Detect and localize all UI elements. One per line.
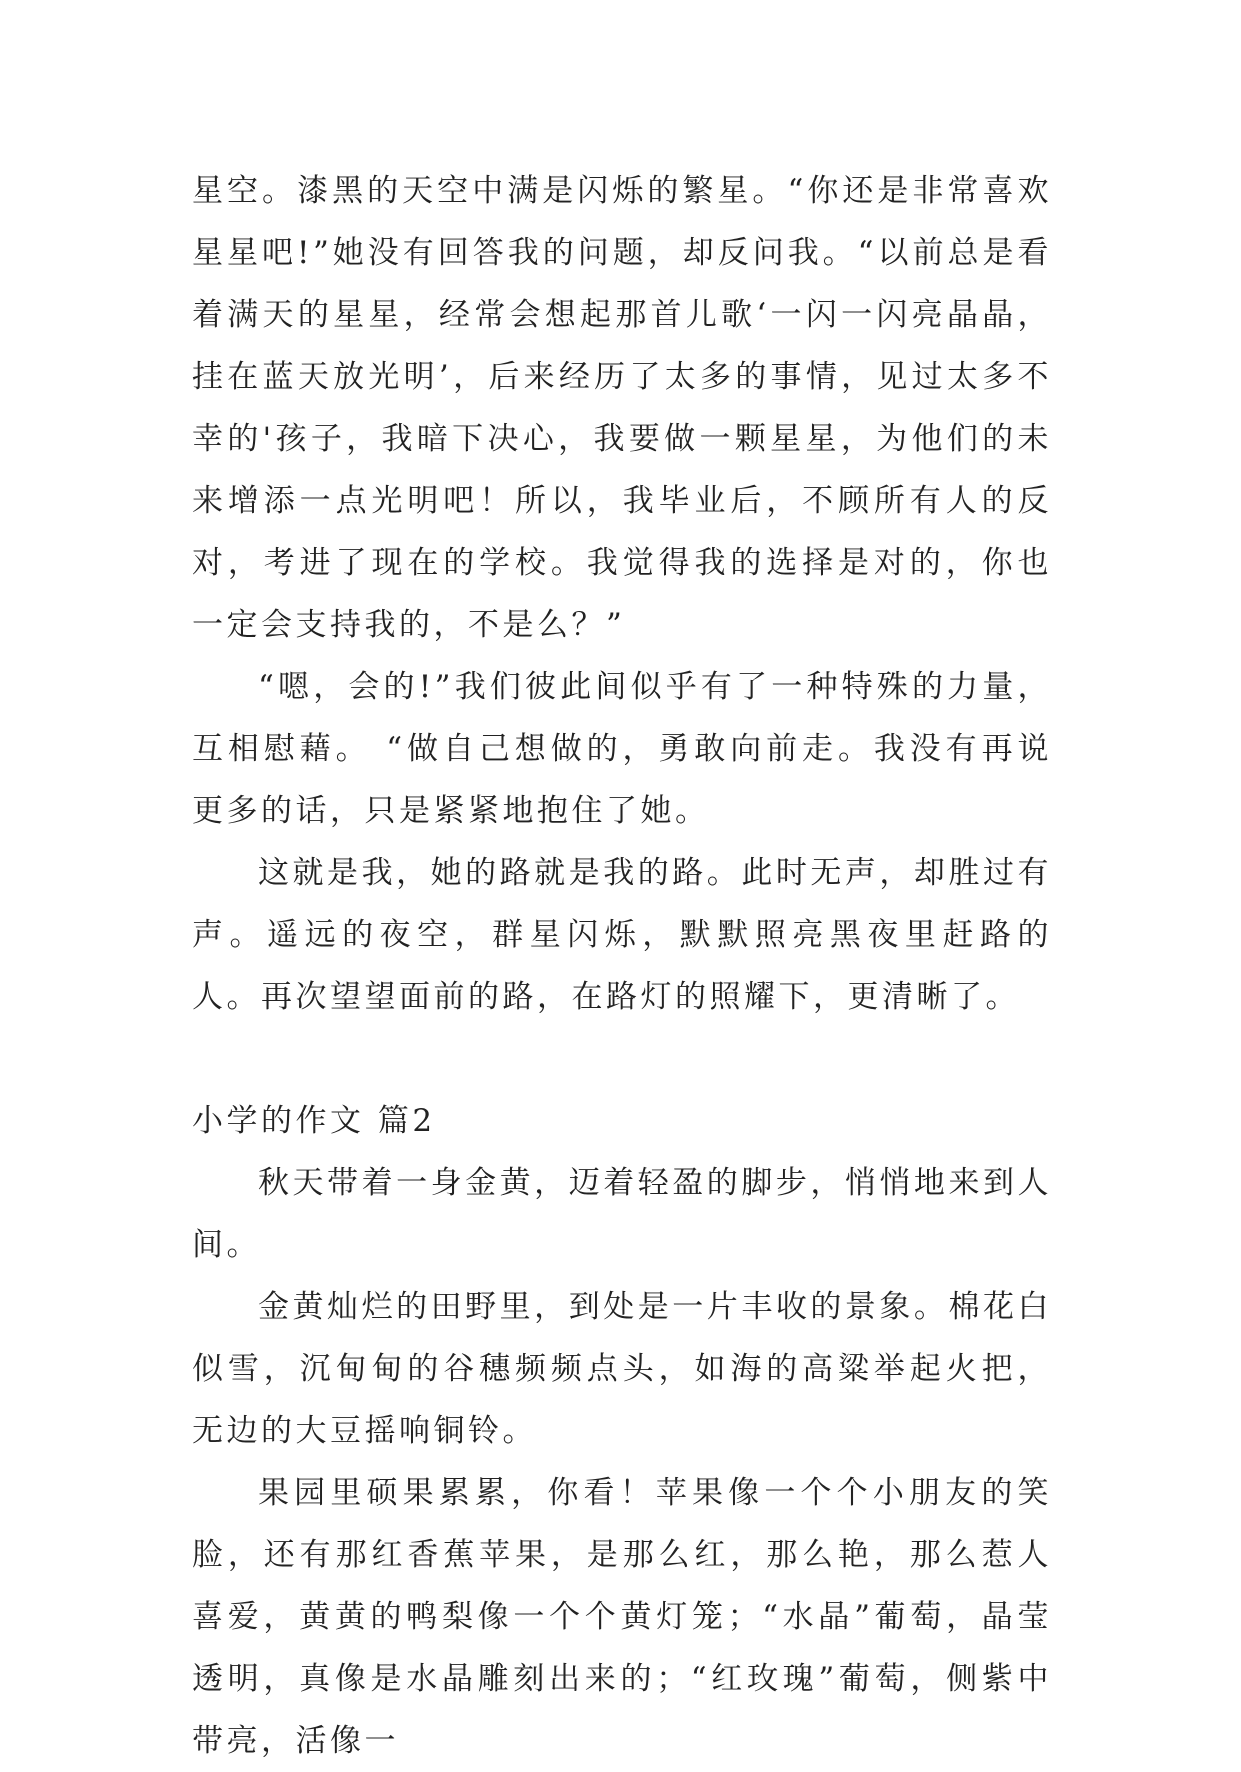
section-gap	[192, 1028, 1052, 1090]
paragraph: “嗯，会的!”我们彼此间似乎有了一种特殊的力量，互相慰藉。 “做自己想做的，勇敢向前走。我没有再说更多的话，只是紧紧地抱住了她。	[192, 669, 1052, 829]
paragraph: 这就是我，她的路就是我的路。此时无声，却胜过有声。遥远的夜空，群星闪烁，默默照亮黑夜里赶路的人。再次望望面前的路，在路灯的照耀下，更清晰了。	[192, 855, 1052, 1015]
paragraph: 果园里硕果累累，你看！苹果像一个个小朋友的笑脸，还有那红香蕉苹果，是那么红，那么艳，那么惹人喜爱，黄黄的鸭梨像一个个黄灯笼；“水晶”葡萄，晶莹透明，真像是水晶雕刻出来的；“红玫瑰”葡萄，侧紫中带亮，活像一	[192, 1475, 1052, 1759]
paragraph: 金黄灿烂的田野里，到处是一片丰收的景象。棉花白似雪，沉甸甸的谷穗频频点头，如海的高粱举起火把，无边的大豆摇响铜铃。	[192, 1289, 1052, 1449]
paragraph: 秋天带着一身金黄，迈着轻盈的脚步，悄悄地来到人间。	[192, 1165, 1052, 1263]
document-body	[192, 160, 1052, 1772]
essay-heading: 小学的作文 篇2	[192, 1103, 436, 1139]
paragraph: 星空。漆黑的天空中满是闪烁的繁星。“你还是非常喜欢星星吧!”她没有回答我的问题，却反问我。“以前总是看着满天的星星，经常会想起那首儿歌‘一闪一闪亮晶晶，挂在蓝天放光明’，后来经历了太多的事情，见过太多不幸的'孩子，我暗下决心，我要做一颗星星，为他们的未来增添一点光明吧！所以，我毕业后，不顾所有人的反对，考进了现在的学校。我觉得我的选择是对的，你也一定会支持我的，不是么？”	[192, 173, 1052, 643]
